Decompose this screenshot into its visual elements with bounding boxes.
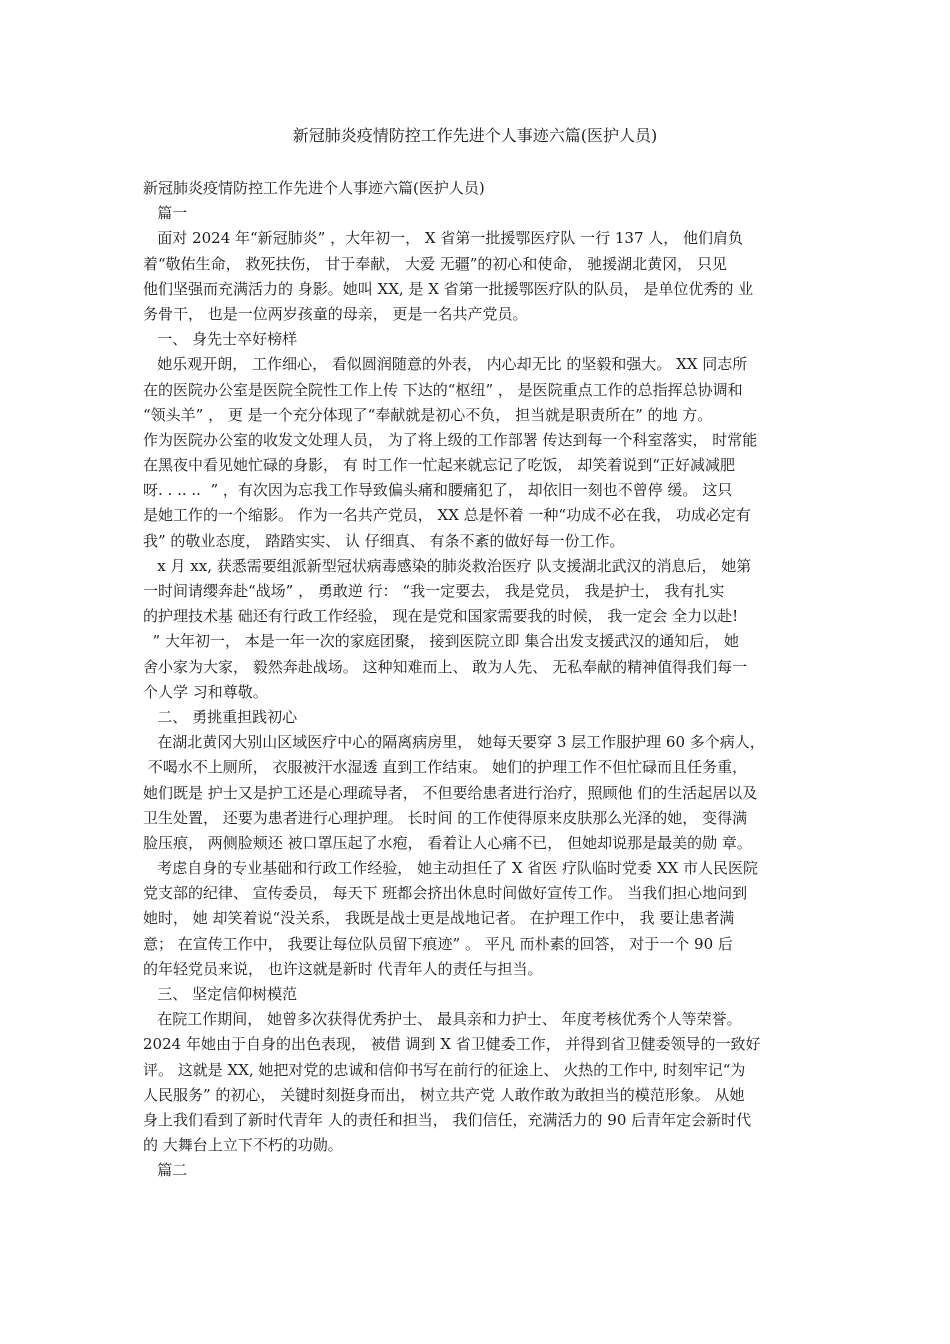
- text-line: 考虑自身的专业基础和行政工作经验， 她主动担任了 X 省医 疗队临时党委 XX 市人民医院: [143, 859, 758, 878]
- document-title: 新冠肺炎疫情防控工作先进个人事迹六篇(医护人员): [292, 126, 658, 145]
- text-line: 呀. . .. .. ” ，有次因为忘我工作导致偏头痛和腰痛犯了， 却依旧一刻也不曾停 缓。 这只: [143, 481, 733, 500]
- text-line: 是她工作的一个缩影。 作为一名共产党员， XX 总是怀着 一种“功成不必在我， 功成必定有: [143, 506, 751, 525]
- text-line: 意； 在宣传工作中， 我要让每位队员留下痕迹” 。 平凡 而朴素的回答， 对于一个 90 后: [143, 934, 733, 953]
- text-line: 在的医院办公室是医院全院性工作上传 下达的“枢纽” ， 是医院重点工作的总指挥总协调和: [143, 380, 743, 399]
- text-line: 面对 2024 年“新冠肺炎” ，大年初一， X 省第一批援鄂医疗队 一行 137 人， 他们肩负: [143, 229, 744, 248]
- text-line: ” 大年初一， 本是一年一次的家庭团聚， 接到医院立即 集合出发支援武汉的通知后， 她: [143, 632, 740, 651]
- text-line: 一时间请缨奔赴“战场” ， 勇敢逆 行： “我一定要去， 我是党员， 我是护士， 我有扎实: [143, 582, 725, 600]
- text-line: 她乐观开朗， 工作细心， 看似圆润随意的外表， 内心却无比 的坚毅和强大。 XX 同志所: [143, 355, 748, 374]
- text-line: 务骨干， 也是一位两岁孩童的母亲， 更是一名共产党员。: [143, 304, 528, 323]
- text-line: 的护理技术基 础还有行政工作经验， 现在是党和国家需要我的时候， 我一定会 全力以赴!: [143, 607, 739, 626]
- text-line: 在院工作期间， 她曾多次获得优秀护士、 最具亲和力护士、 年度考核优秀个人等荣誉。: [143, 1010, 742, 1029]
- text-line: 2024 年她由于自身的出色表现， 被借 调到 X 省卫健委工作， 并得到省卫健委领导的一致好: [143, 1035, 761, 1054]
- document-body: [143, 176, 815, 1184]
- text-line: x 月 xx, 获悉需要组派新型冠状病毒感染的肺炎救治医疗 队支援湖北武汉的消息后， 她第: [143, 556, 752, 575]
- text-line: 卫生处置， 还要为患者进行心理护理。 长时间 的工作使得原来皮肤那么光泽的她， 变得满: [143, 808, 748, 827]
- text-line: 着“敬佑生命， 救死扶伤， 甘于奉献， 大爱 无疆”的初心和使命， 驰援湖北黄冈， 只见: [143, 254, 727, 273]
- text-line: 的年轻党员来说， 也许这就是新时 代青年人的责任与担当。: [143, 959, 543, 978]
- text-line: 二、 勇挑重担践初心: [143, 707, 298, 726]
- text-line: 新冠肺炎疫情防控工作先进个人事迹六篇(医护人员): [143, 179, 485, 197]
- text-line: 身上我们看到了新时代青年 人的责任和担当， 我们信任，充满活力的 90 后青年定会新时代: [143, 1110, 752, 1129]
- text-line: “领头羊” ， 更 是一个充分体现了“奉献就是初心不负， 担当就是职责所在” 的地 方。: [143, 405, 713, 424]
- text-line: 作为医院办公室的收发文处理人员， 为了将上级的工作部署 传达到每一个科室落实， 时常能: [143, 430, 758, 449]
- text-line: 在湖北黄冈大别山区域医疗中心的隔离病房里， 她每天要穿 3 层工作服护理 60 多个病人，: [143, 733, 765, 752]
- text-line: 一、 身先士卒好榜样: [143, 330, 298, 349]
- text-line: 篇二: [143, 1161, 188, 1180]
- text-line: 脸压痕， 两侧脸颊还 被口罩压起了水疱， 看着让人心痛不已， 但她却说那是最美的勋 章。: [143, 833, 752, 852]
- text-line: 篇一: [143, 204, 188, 223]
- text-line: 人民服务” 的初心， 关键时刻挺身而出， 树立共产党 人敢作敢为敢担当的模范形象。 从她: [143, 1085, 745, 1104]
- text-line: 三、 坚定信仰树模范: [143, 985, 298, 1003]
- text-line: 的 大舞台上立下不朽的功勋。: [143, 1136, 343, 1155]
- text-line: 评。 这就是 XX, 她把对党的忠诚和信仰书写在前行的征途上、 火热的工作中, 时刻牢记“为: [143, 1060, 746, 1079]
- text-line: 舍小家为大家， 毅然奔赴战场。 这种知难而上、 敢为人先、 无私奉献的精神值得我们每一: [143, 657, 748, 676]
- text-line: 个人学 习和尊敬。: [143, 682, 268, 701]
- text-line: 她们既是 护士又是护工还是心理疏导者， 不但要给患者进行治疗，照顾他 们的生活起居以及: [143, 783, 758, 802]
- text-line: 他们坚强而充满活力的 身影。她叫 XX, 是 X 省第一批援鄂医疗队的队员， 是单位优秀的 业: [143, 279, 754, 298]
- text-line: 她时， 她 却笑着说“没关系， 我既是战士更是战地记者。 在护理工作中， 我 要让患者满: [143, 909, 735, 928]
- text-line: 我” 的敬业态度， 踏踏实实、 认 仔细真、 有条不紊的做好每一份工作。: [143, 531, 625, 550]
- text-line: 党支部的纪律、 宣传委员， 每天下 班都会挤出休息时间做好宣传工作。 当我们担心地问到: [143, 884, 748, 903]
- text-line: 不喝水不上厕所， 衣服被汗水湿透 直到工作结束。 她们的护理工作不但忙碌而且任务重，: [143, 758, 748, 777]
- text-line: 在黑夜中看见她忙碌的身影， 有 时工作一忙起来就忘记了吃饭， 却笑着说到“正好减减肥: [143, 456, 735, 475]
